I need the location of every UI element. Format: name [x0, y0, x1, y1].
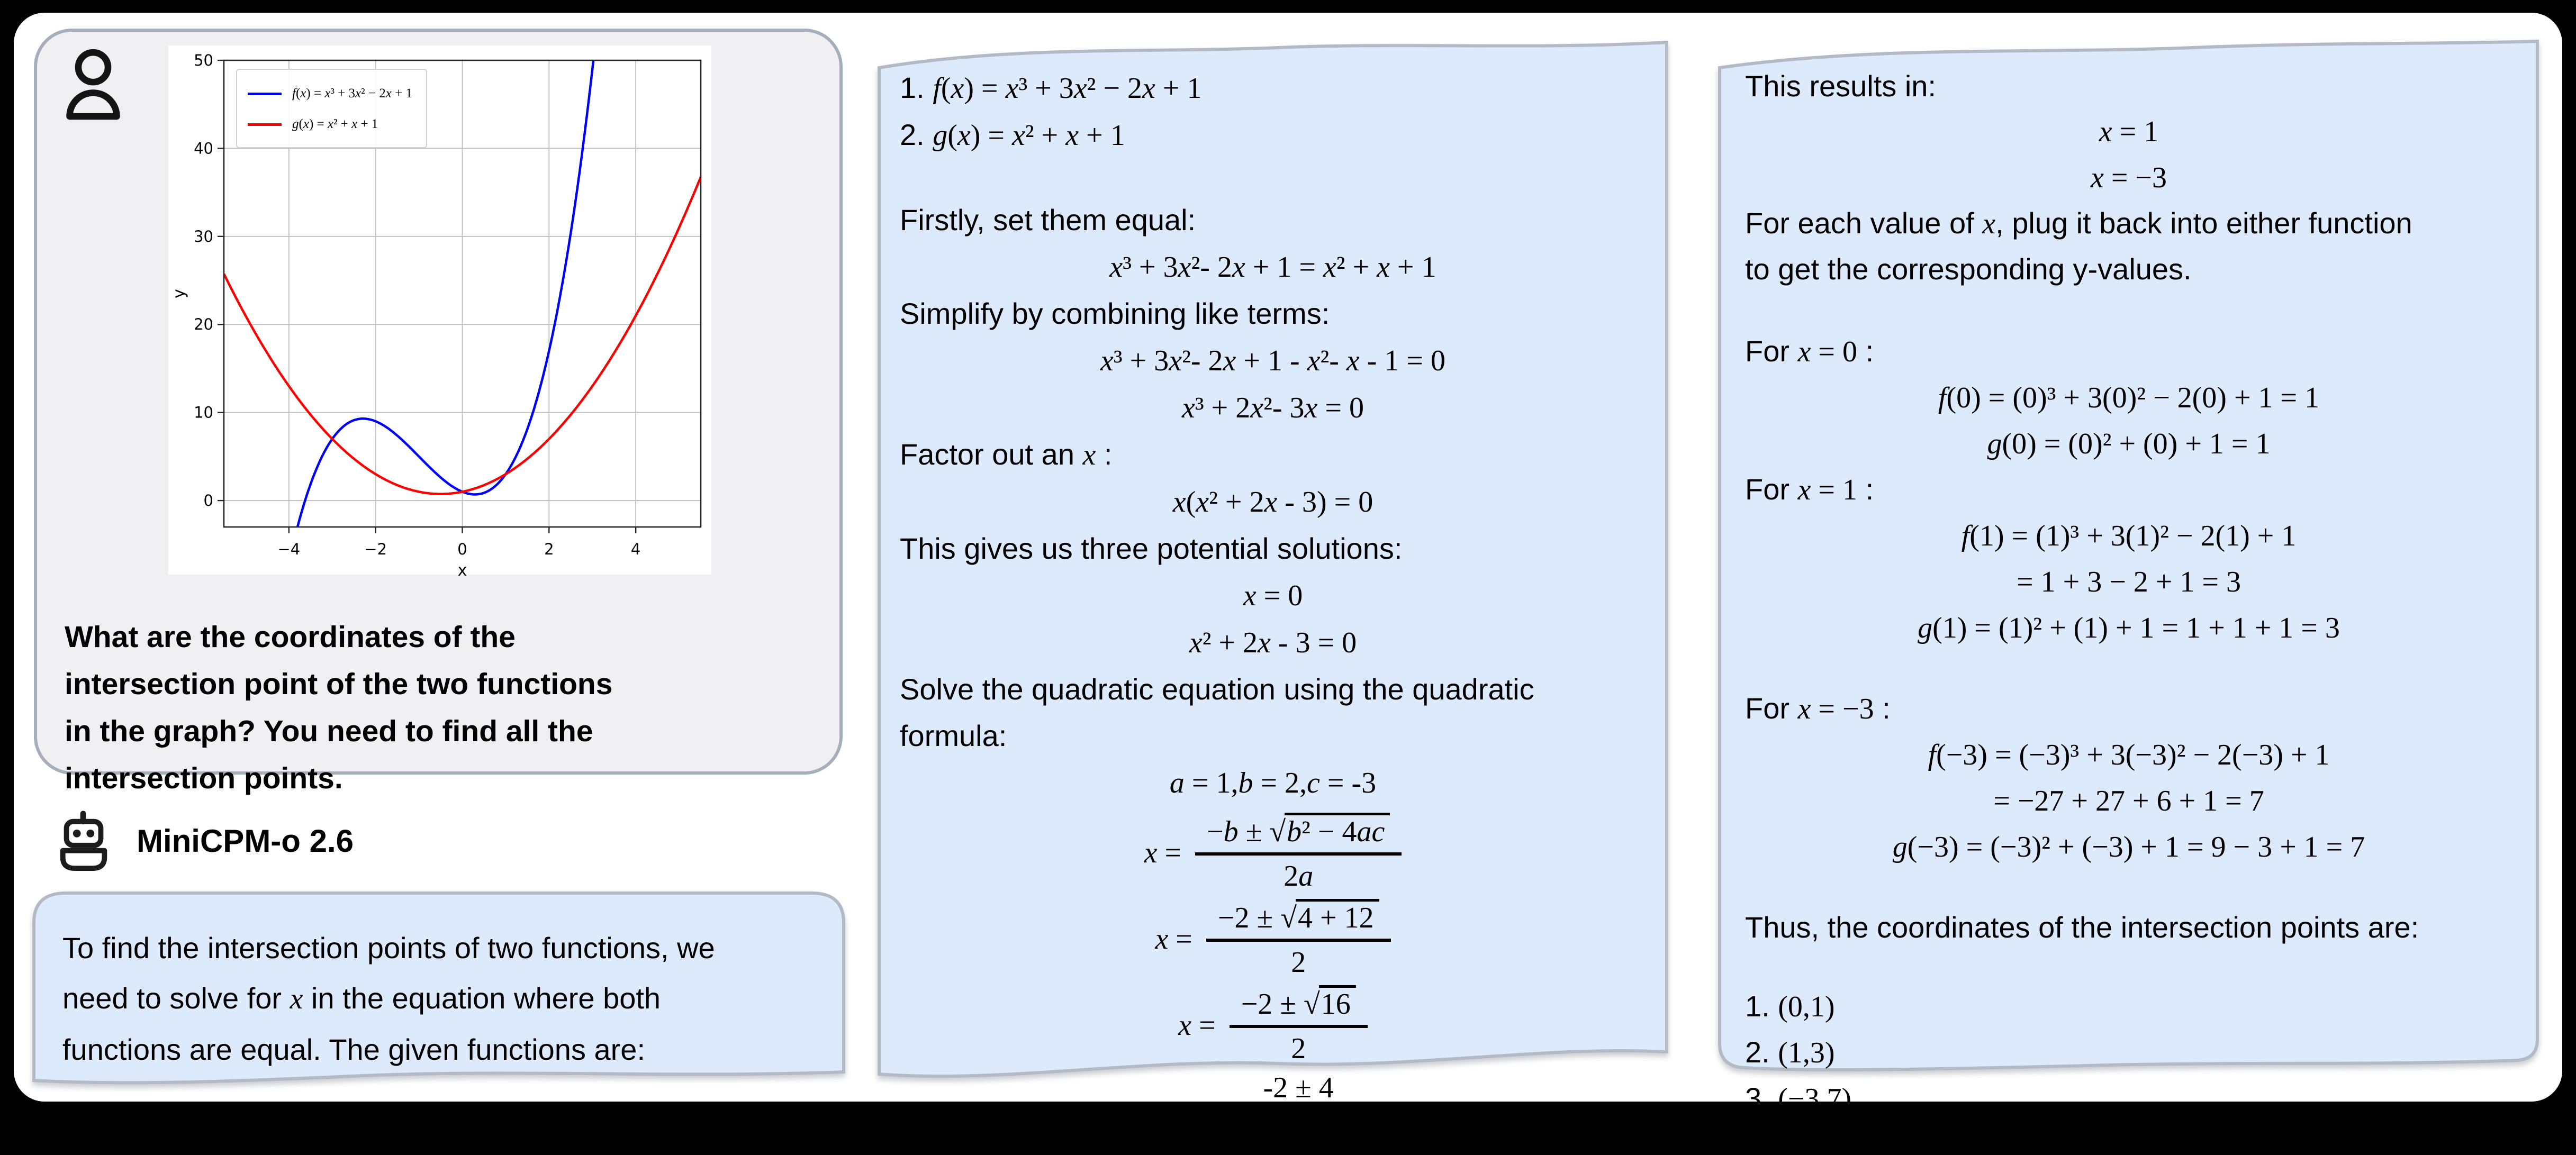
robot-icon	[53, 808, 115, 873]
text-line: 2. (1,3)	[1745, 1035, 1835, 1069]
math-line: x = 0	[1243, 579, 1303, 612]
reply-bubble-text	[62, 923, 825, 1075]
math-line: x(x² + 2x - 3) = 0	[1172, 486, 1373, 519]
math-fraction-line: x = $\frac{-2 \pm √4 + 12}{2}$	[900, 899, 1646, 979]
legend-label: f(x) = x³ + 3x² − 2x + 1	[292, 86, 412, 101]
math-line: = 1 + 3 − 2 + 1 = 3	[2017, 566, 2241, 598]
svg-text:10: 10	[194, 403, 213, 422]
text-line: This results in:	[1745, 69, 1936, 103]
math-line: f(0) = (0)³ + 3(0)² − 2(0) + 1 = 1	[1938, 381, 2320, 414]
text-line: 1. f(x) = x³ + 3x² − 2x + 1	[900, 71, 1202, 105]
text-line: 3. (−3,7)	[1745, 1081, 1852, 1115]
text-line: in the graph? You need to find all the	[65, 714, 593, 748]
plot-figure	[168, 46, 711, 580]
legend-label: g(x) = x² + x + 1	[292, 117, 378, 131]
text-line: intersection points.	[65, 761, 343, 795]
question-text	[65, 614, 816, 802]
svg-text:y: y	[170, 289, 188, 298]
math-line: g(0) = (0)² + (0) + 1 = 1	[1987, 428, 2271, 460]
math-line: g(1) = (1)² + (1) + 1 = 1 + 1 + 1 = 3	[1918, 612, 2340, 644]
math-line: x³ + 3x²- 2x + 1 - x²- x - 1 = 0	[1100, 344, 1445, 377]
svg-text:0: 0	[457, 540, 467, 558]
svg-text:2: 2	[544, 540, 554, 558]
solution-panel-middle	[900, 65, 1646, 1155]
legend-line-sample	[248, 93, 282, 95]
text-line: For each value of x, plug it back into either function	[1745, 206, 2412, 240]
text-line: to get the corresponding y-values.	[1745, 252, 2192, 286]
text-line: What are the coordinates of the	[65, 620, 516, 654]
math-line: a = 1,b = 2,c = -3	[1169, 767, 1377, 799]
legend-entry	[248, 78, 412, 109]
svg-text:30: 30	[194, 227, 213, 245]
svg-text:x: x	[457, 561, 467, 580]
text-line: For x = 1 :	[1745, 472, 1874, 506]
math-line: = −27 + 27 + 6 + 1 = 7	[1993, 785, 2264, 817]
text-line: 2. g(x) = x² + x + 1	[900, 118, 1125, 152]
svg-text:40: 40	[194, 139, 213, 158]
text-line: intersection point of the two functions	[65, 667, 613, 701]
svg-text:4: 4	[630, 540, 641, 558]
math-line: x² + 2x - 3 = 0	[1189, 626, 1357, 659]
math-line: x³ + 3x²- 2x + 1 = x² + x + 1	[1109, 251, 1436, 284]
svg-text:−2: −2	[364, 540, 387, 558]
legend-entry	[248, 109, 412, 140]
text-line: formula:	[900, 719, 1007, 752]
math-line: x = −3	[2090, 161, 2167, 194]
math-line: f(−3) = (−3)³ + 3(−3)² − 2(−3) + 1	[1928, 739, 2330, 771]
text-line: Solve the quadratic equation using the quadratic	[900, 672, 1534, 706]
text-line: Factor out an x :	[900, 438, 1113, 471]
solution-panel-right	[1745, 63, 2512, 1122]
text-line: Simplify by combining like terms:	[900, 297, 1330, 330]
text-line: need to solve for x in the equation where both	[62, 981, 661, 1015]
svg-text:0: 0	[203, 492, 213, 510]
svg-text:50: 50	[194, 51, 213, 69]
math-fraction-line: x = $\frac{-2 \pm √16}{2}$	[900, 985, 1646, 1065]
text-line: To find the intersection points of two functions, we	[62, 931, 715, 965]
text-line: functions are equal. The given functions are:	[62, 1033, 645, 1066]
text-line: 1. (0,1)	[1745, 989, 1835, 1023]
chart-legend	[236, 69, 427, 148]
model-row	[53, 808, 354, 873]
math-line: x³ + 2x²- 3x = 0	[1182, 392, 1364, 424]
svg-text:−4: −4	[277, 540, 301, 558]
math-fraction-line: x = $\frac{\text{−b ± √b² − 4ac}}{2a}$	[900, 813, 1646, 893]
text-line: For x = 0 :	[1745, 334, 1874, 368]
model-name: MiniCPM-o 2.6	[137, 823, 354, 859]
text-line: For x = −3 :	[1745, 692, 1891, 725]
text-line: Firstly, set them equal:	[900, 203, 1196, 237]
math-line: g(−3) = (−3)² + (−3) + 1 = 9 − 3 + 1 = 7	[1892, 831, 2365, 863]
math-line: f(1) = (1)³ + 3(1)² − 2(1) + 1	[1961, 520, 2297, 552]
user-icon	[62, 46, 124, 125]
text-line: This gives us three potential solutions:	[900, 532, 1403, 565]
svg-text:20: 20	[194, 315, 213, 334]
legend-line-sample	[248, 123, 282, 126]
math-fraction-line: x = $\frac{-2 \pm 4}{2}$	[900, 1071, 1646, 1149]
text-line: Thus, the coordinates of the intersection points are:	[1745, 911, 2419, 944]
math-line: x = 1	[2099, 115, 2159, 148]
